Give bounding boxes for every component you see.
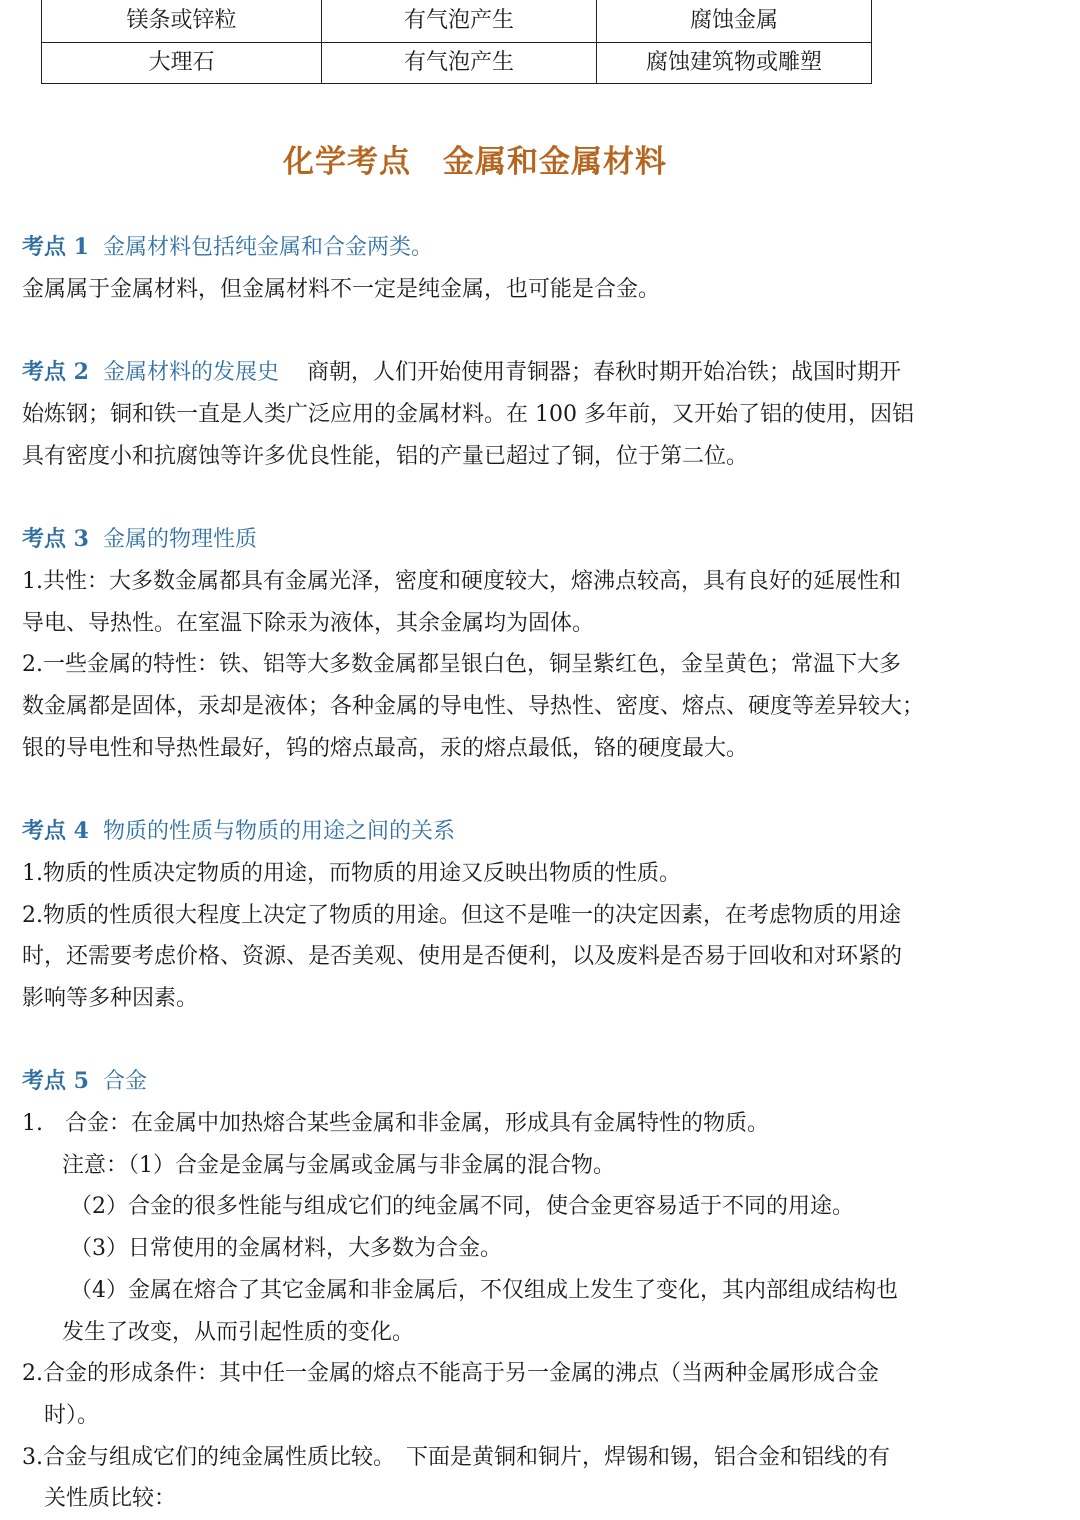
section-2 [22,351,937,477]
section-heading-text: 金属材料的发展史 [102,360,279,385]
paragraph-line: 具有密度小和抗腐蚀等许多优良性能，铝的产量已超过了铜，位于第二位。 [22,443,749,469]
paragraph-line: （2）合金的很多性能与组成它们的纯金属不同，使合金更容易适于不同的用途。 [70,1194,854,1220]
paragraph-line: 导电、导热性。在室温下除汞为液体，其余金属均为固体。 [22,610,595,636]
paragraph-line: 时，还需要考虑价格、资源、是否美观、使用是否便利，以及废料是否易于回收和对环紧的 [22,944,903,970]
section-3 [22,518,937,770]
paragraph-line: 1. 合金：在金属中加热熔合某些金属和非金属，形成具有金属特性的物质。 [22,1111,769,1136]
paragraph-line: 银的导电性和导热性最好，钨的熔点最高，汞的熔点最低，铬的硬度最大。 [22,735,749,761]
paragraph-line: 金属属于金属材料，但金属材料不一定是纯金属，也可能是合金。 [22,277,661,302]
page-title: 化学考点 金属和金属材料 [283,144,667,180]
table-cell: 镁条或锌粒 [42,0,322,43]
paragraph-line: 1.物质的性质决定物质的用途，而物质的用途又反映出物质的性质。 [22,861,681,886]
paragraph-line: 关性质比较： [44,1486,177,1512]
paragraph-line: 2.合金的形成条件：其中任一金属的熔点不能高于另一金属的沸点（当两种金属形成合金 [22,1361,879,1387]
table-cell: 有气泡产生 [322,0,597,43]
paragraph-line: 发生了改变，从而引起性质的变化。 [62,1319,415,1345]
paragraph-line: 注意：（1）合金是金属与金属或金属与非金属的混合物。 [62,1152,615,1178]
paragraph-line: （3）日常使用的金属材料，大多数为合金。 [70,1236,502,1262]
section-5 [22,1060,937,1520]
paragraph-line: 2.一些金属的特性：铁、铝等大多数金属都呈银白色，铜呈紫红色，金呈黄色；常温下大多 [22,652,901,678]
section-label: 考点 5 [22,1068,89,1094]
paragraph-line: 2.物质的性质很大程度上决定了物质的用途。但这不是唯一的决定因素，在考虑物质的用途 [22,902,901,928]
table-row [42,43,872,84]
paragraph-line: （4）金属在熔合了其它金属和非金属后，不仅组成上发生了变化，其内部组成结构也 [70,1277,898,1303]
paragraph-line: 3.合金与组成它们的纯金属性质比较。 下面是黄铜和铜片，焊锡和锡，铝合金和铝线的有 [22,1444,890,1470]
paragraph-line: 商朝，人们开始使用青铜器；春秋时期开始冶铁；战国时期开 [306,360,901,385]
section-heading-text: 金属的物理性质 [102,527,257,552]
section-heading [22,1060,937,1103]
section-label: 考点 2 [22,359,89,385]
section-4 [22,810,937,1020]
table-cell: 大理石 [42,43,322,84]
section-heading-text: 物质的性质与物质的用途之间的关系 [102,819,455,844]
table-row [42,0,872,43]
section-label: 考点 4 [22,818,89,844]
paragraph-line: 数金属都是固体，汞却是液体；各种金属的导电性、导热性、密度、熔点、硬度等差异较大； [22,694,925,720]
section-heading [22,360,286,385]
paragraph-line: 始炼钢；铜和铁一直是人类广泛应用的金属材料。在 100 多年前，又开始了铝的使用，因铝 [22,402,914,427]
section-heading [22,226,937,269]
table-cell: 有气泡产生 [322,43,597,84]
paragraph-line: 时）。 [44,1402,100,1428]
section-label: 考点 3 [22,526,89,552]
table-cell: 腐蚀建筑物或雕塑 [597,43,872,84]
table-cell: 腐蚀金属 [597,0,872,43]
section-heading-text: 金属材料包括纯金属和合金两类。 [102,235,433,260]
section-heading-text: 合金 [102,1069,147,1094]
paragraph-line: 1.共性：大多数金属都具有金属光泽，密度和硬度较大，熔沸点较高，具有良好的延展性和 [22,569,901,594]
reaction-table [41,0,872,84]
section-label: 考点 1 [22,234,89,260]
section-heading [22,810,937,853]
section-heading [22,518,937,561]
paragraph-line: 影响等多种因素。 [22,986,199,1012]
section-1 [22,226,937,311]
